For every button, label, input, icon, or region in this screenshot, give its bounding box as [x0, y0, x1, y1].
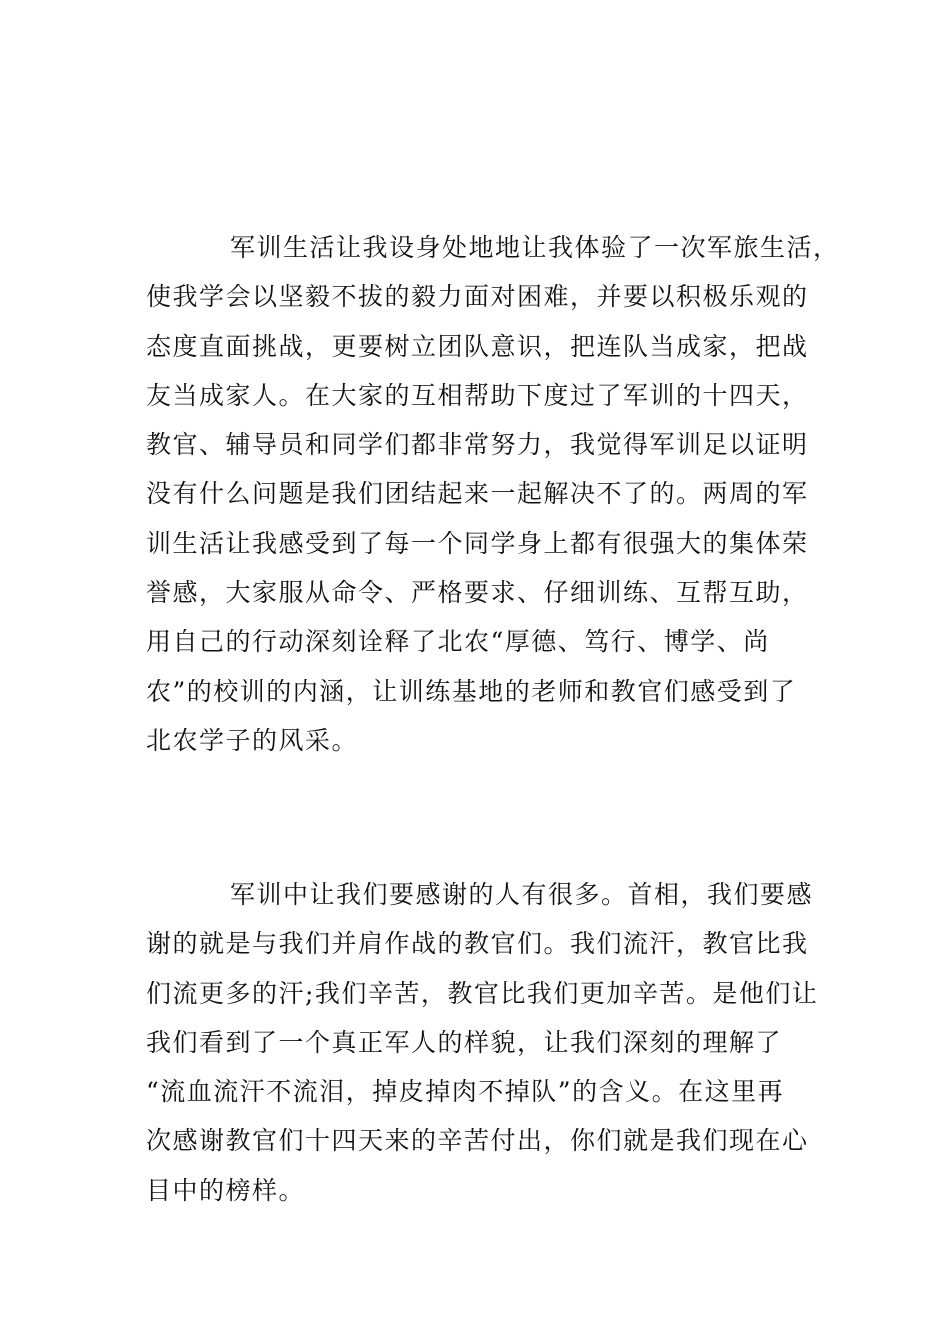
paragraph-line: 军训中让我们要感谢的人有很多。首相，我们要感: [230, 880, 814, 909]
paragraph-thanks-to-instructors: [146, 870, 836, 1215]
paragraph-line: 次感谢教官们十四天来的辛苦付出，你们就是我们现在心: [146, 1126, 809, 1156]
paragraph-line: “流血流汗不流泪，掉皮掉肉不掉队”的含义。在这里再: [146, 1077, 785, 1107]
paragraph-line: 誉感，大家服从命令、严格要求、仔细训练、互帮互助，: [146, 578, 809, 608]
paragraph-line: 用自己的行动深刻诠释了北农“厚德、笃行、博学、尚: [146, 627, 770, 657]
paragraph-line: 农”的校训的内涵，让训练基地的老师和教官们感受到了: [146, 676, 797, 706]
paragraph-line: 谢的就是与我们并肩作战的教官们。我们流汗，教官比我: [146, 929, 809, 959]
paragraph-line: 训生活让我感受到了每一个同学身上都有很强大的集体荣: [146, 528, 809, 558]
paragraph-line: 使我学会以坚毅不拔的毅力面对困难，并要以积极乐观的: [146, 282, 809, 312]
paragraph-line: 军训生活让我设身处地地让我体验了一次军旅生活，: [230, 233, 840, 262]
paragraph-line: 目中的榜样。: [146, 1175, 306, 1205]
paragraph-line: 北农学子的风采。: [146, 725, 359, 755]
paragraph-line: 没有什么问题是我们团结起来一起解决不了的。两周的军: [146, 479, 809, 509]
paragraph-line: 教官、辅导员和同学们都非常努力，我觉得军训足以证明: [146, 430, 809, 460]
paragraph-line: 们流更多的汗;我们辛苦，教官比我们更加辛苦。是他们让: [146, 978, 819, 1008]
paragraph-military-training-life: [146, 223, 840, 765]
paragraph-line: 友当成家人。在大家的互相帮助下度过了军训的十四天，: [146, 380, 809, 410]
paragraph-line: 态度直面挑战，更要树立团队意识，把连队当成家，把战: [146, 331, 809, 361]
paragraph-line: 我们看到了一个真正军人的样貌，让我们深刻的理解了: [146, 1027, 783, 1057]
